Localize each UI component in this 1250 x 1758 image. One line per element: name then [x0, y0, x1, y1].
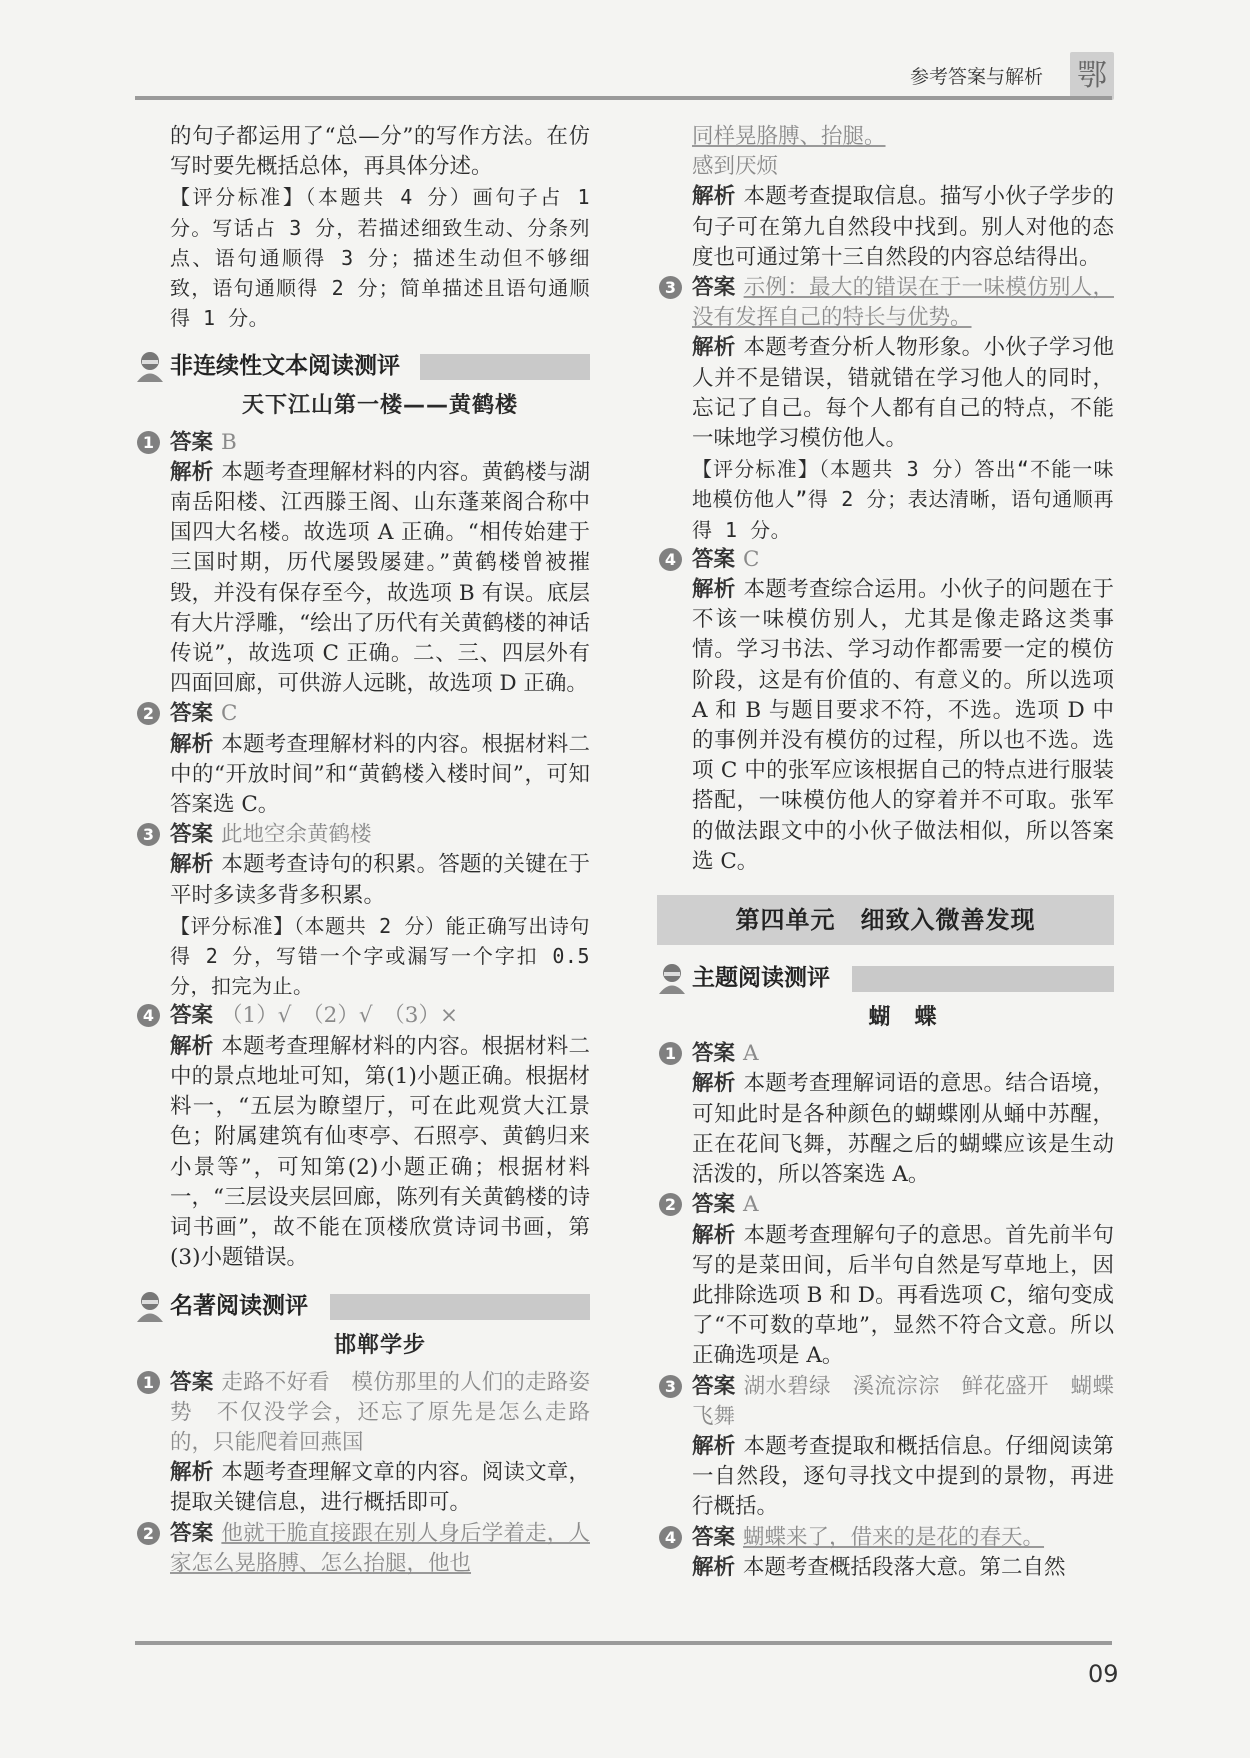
answer-label: 答案 — [692, 1373, 736, 1399]
analysis-label: 解析 — [692, 1222, 736, 1248]
list-item — [664, 1039, 1114, 1190]
list-item — [142, 428, 590, 700]
question-number: 3 — [659, 1375, 682, 1398]
reader-icon — [656, 961, 688, 995]
section-heading-text: 主题阅读测评 — [692, 959, 840, 997]
answer-continued: 同样晃胳膊、抬腿。 — [692, 124, 886, 149]
analysis-label: 解析 — [692, 1433, 736, 1459]
answer-value: 示例：最大的错误在于一味模仿别人，没有发挥自己的特长与优势。 — [692, 275, 1114, 331]
question-number: 1 — [659, 1042, 682, 1065]
heading-bar — [420, 354, 590, 380]
list-item — [664, 1190, 1114, 1371]
answer-label: 答案 — [692, 275, 736, 301]
intro-text: 的句子都运用了“总—分”的写作方法。在仿写时要先概括总体，再具体分述。 — [170, 124, 590, 180]
answer-continued-2: 感到厌烦 — [692, 154, 779, 180]
analysis-label: 解析 — [692, 1071, 736, 1097]
analysis-text: 本题考查提取和概括信息。仔细阅读第一自然段，逐句寻找文中提到的景物，再进行概括。 — [692, 1433, 1114, 1520]
analysis-text: 本题考查诗句的积累。答题的关键在于平时多读多背多积累。 — [170, 852, 590, 908]
question-number: 1 — [137, 431, 160, 454]
analysis-label: 解析 — [170, 459, 214, 485]
right-column — [664, 122, 1114, 1583]
analysis-label: 解析 — [170, 1033, 214, 1059]
answer-value: 此地空余黄鹤楼 — [221, 822, 372, 848]
question-number: 3 — [137, 823, 160, 846]
answer-label: 答案 — [692, 1524, 736, 1550]
analysis-text: 本题考查分析人物形象。小伙子学习他人并不是错误，错就错在学习他人的同时，忘记了自己。每个人都有自己的特点，不能一味地学习模仿他人。 — [692, 335, 1114, 452]
question-number: 4 — [659, 1526, 682, 1549]
section-heading-text: 非连续性文本阅读测评 — [170, 347, 410, 385]
answer-value: A — [743, 1041, 759, 1067]
analysis-text: 本题考查提取信息。描写小伙子学步的句子可在第九自然段中找到。别人对他的态度也可通过第十三自然段的内容总结得出。 — [692, 184, 1114, 270]
answer-label: 答案 — [170, 1003, 214, 1029]
answer-value: 湖水碧绿 溪流淙淙 鲜花盛开 蝴蝶飞舞 — [692, 1373, 1114, 1429]
answer-label: 答案 — [692, 1041, 736, 1067]
list-item — [664, 273, 1114, 545]
answer-label: 答案 — [170, 1369, 214, 1395]
answer-value: C — [221, 701, 238, 727]
question-number: 3 — [659, 276, 682, 299]
analysis-text: 本题考查理解材料的内容。黄鹤楼与湖南岳阳楼、江西滕王阁、山东蓬莱阁合称中国四大名楼。故选项 A 正确。“相传始建于三国时期，历代屡毁屡建。”黄鹤楼曾被摧毁，并没有保存至今，故选项 B 有误。底层有大片浮雕，“绘出了历代有关黄鹤楼的神话传说”，故选项 C 正确。二、三、四层外有四面回廊，可供游人远眺，故选项 D 正确。 — [170, 459, 590, 697]
list-item — [142, 1001, 590, 1273]
section-heading-text: 名著阅读测评 — [170, 1287, 318, 1325]
list-item — [664, 1372, 1114, 1523]
article-title: 天下江山第一楼——黄鹤楼 — [241, 393, 518, 419]
question-number: 2 — [659, 1193, 682, 1216]
footer-rule — [135, 1641, 1112, 1645]
analysis-label: 解析 — [692, 1554, 736, 1580]
answer-label: 答案 — [692, 1192, 736, 1218]
list-item — [142, 1519, 590, 1579]
article-title: 邯郸学步 — [333, 1333, 426, 1359]
scoring-text: 【评分标准】（本题共 3 分）答出“不能一味地模仿他人”得 2 分；表达清晰，语句通顺再得 1 分。 — [692, 457, 1114, 542]
intro-scoring: 【评分标准】（本题共 4 分）画句子占 1 分。写话占 3 分，若描述细致生动、分条列点、语句通顺得 3 分；描述生动但不够细致，语句通顺得 2 分；简单描述且语句通顺得 1 分。 — [170, 185, 590, 331]
analysis-label: 解析 — [170, 1460, 214, 1486]
region-badge: 鄂 — [1070, 52, 1114, 100]
answer-value: 他就干脆直接跟在别人身后学着走，人家怎么晃胳膊、怎么抬腿，他也 — [170, 1520, 590, 1576]
analysis-text: 本题考查理解文章的内容。阅读文章，提取关键信息，进行概括即可。 — [170, 1460, 590, 1516]
answer-value: （1）√ （2）√ （3）× — [221, 1003, 458, 1029]
answer-label: 答案 — [692, 546, 736, 572]
question-number: 2 — [137, 702, 160, 725]
analysis-label: 解析 — [692, 577, 736, 603]
question-number: 2 — [137, 1522, 160, 1545]
answer-value: B — [221, 429, 237, 455]
list-item — [142, 820, 590, 1001]
heading-bar — [852, 966, 1114, 992]
header-title: 参考答案与解析 — [910, 66, 1044, 88]
unit-banner: 第四单元 细致入微善发现 — [657, 895, 1114, 945]
scoring-text: 【评分标准】（本题共 2 分）能正确写出诗句得 2 分，写错一个字或漏写一个字扣 0.5 分，扣完为止。 — [170, 913, 590, 999]
answer-label: 答案 — [170, 429, 214, 455]
analysis-label: 解析 — [692, 184, 736, 210]
list-item — [142, 699, 590, 820]
left-column — [142, 122, 590, 1579]
analysis-text: 本题考查理解材料的内容。根据材料二中的景点地址可知，第(1)小题正确。根据材料一，“五层为瞭望厅，可在此观赏大江景色；附属建筑有仙枣亭、石照亭、黄鹤归来小景等”，可知第(2)小题正确；根据材料一，“三层设夹层回廊，陈列有关黄鹤楼的诗词书画”，故不能在顶楼欣赏诗词书画，第(3)小题错误。 — [170, 1033, 590, 1271]
answer-value: A — [743, 1192, 759, 1218]
answer-value: 走路不好看 模仿那里的人们的走路姿势 不仅没学会，还忘了原先是怎么走路的，只能爬着回燕国 — [170, 1369, 590, 1455]
list-item — [664, 545, 1114, 877]
answer-label: 答案 — [170, 1520, 214, 1546]
analysis-text: 本题考查理解词语的意思。结合语境，可知此时是各种颜色的蝴蝶刚从蛹中苏醒，正在花间飞舞，苏醒之后的蝴蝶应该是生动活泼的，所以答案选 A。 — [692, 1071, 1114, 1188]
list-item — [142, 1368, 590, 1519]
question-number: 4 — [137, 1004, 160, 1027]
reader-icon — [134, 1289, 166, 1323]
header-rule — [135, 96, 1112, 100]
answer-value: 蝴蝶来了，借来的是花的春天。 — [743, 1524, 1045, 1550]
answer-value: C — [743, 546, 760, 572]
answer-label: 答案 — [170, 822, 214, 848]
article-title: 蝴 蝶 — [868, 1005, 938, 1031]
analysis-text: 本题考查理解材料的内容。根据材料二中的“开放时间”和“黄鹤楼入楼时间”，可知答案选 C。 — [170, 731, 590, 818]
section-heading-nonlinear — [170, 347, 590, 387]
list-item — [664, 1523, 1114, 1583]
question-number: 4 — [659, 548, 682, 571]
section-heading-classics — [170, 1287, 590, 1327]
analysis-label: 解析 — [692, 335, 736, 361]
section-heading-theme — [692, 959, 1114, 999]
answer-label: 答案 — [170, 701, 214, 727]
question-number: 1 — [137, 1371, 160, 1394]
reader-icon — [134, 349, 166, 383]
analysis-label: 解析 — [170, 731, 214, 757]
analysis-text: 本题考查理解句子的意思。首先前半句写的是菜田间，后半句自然是写草地上，因此排除选项 B 和 D。再看选项 C，缩句变成了“不可数的草地”，显然不符合文意。所以正确选项是 A。 — [692, 1222, 1114, 1369]
page-number: 09 — [1088, 1660, 1119, 1688]
analysis-text: 本题考查概括段落大意。第二自然 — [743, 1554, 1066, 1580]
analysis-label: 解析 — [170, 852, 214, 878]
analysis-text: 本题考查综合运用。小伙子的问题在于不该一味模仿别人，尤其是像走路这类事情。学习书法、学习动作都需要一定的模仿阶段，这是有价值的、有意义的。所以选项 A 和 B 与题目要求不符，不选。选项 D 中的事例并没有模仿的过程，所以也不选。选项 C 中的张军应该根据自己的特点进行服装搭配，一味模仿他人的穿着并不可取。张军的做法跟文中的小伙子做法相似，所以答案选 C。 — [692, 577, 1114, 874]
heading-bar — [330, 1294, 590, 1320]
